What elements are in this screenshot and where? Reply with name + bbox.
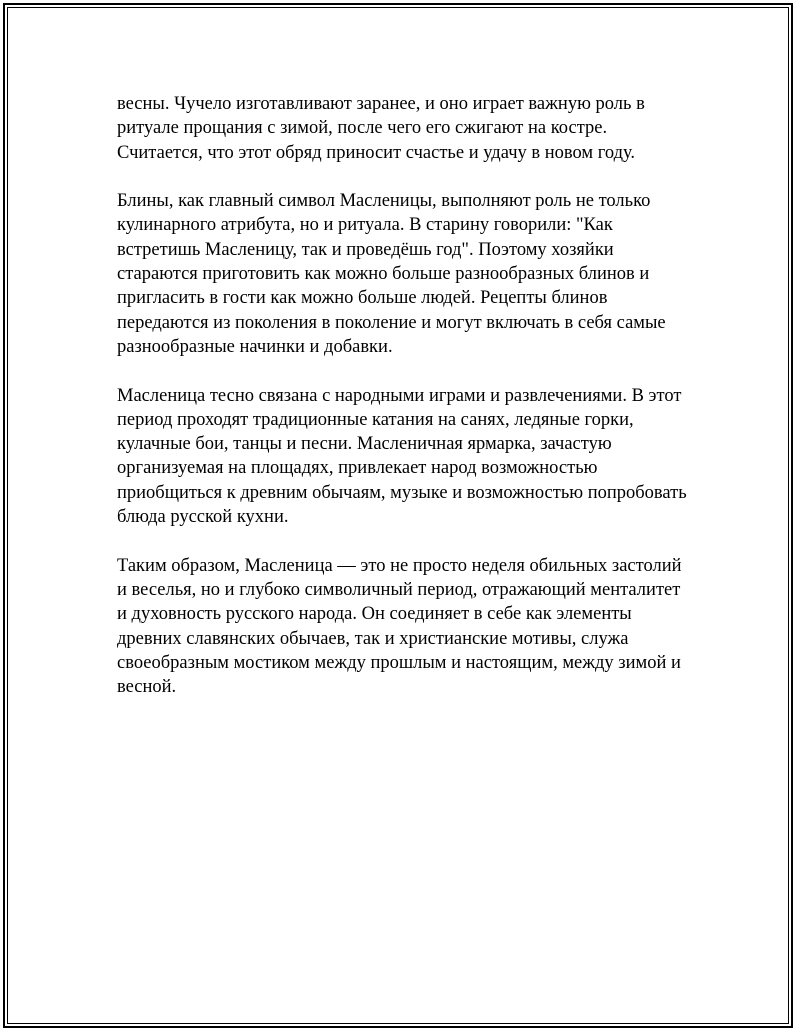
paragraph-pancakes: Блины, как главный символ Масленицы, выполняют роль не только кулинарного атрибута, но и ритуала. В старину говорили: "Как встретишь Масленицу, так и проведёшь год". Поэтому хозяйки стараются приготовить как можно больше разнообразных блинов и пригласить в гости как можно больше людей. Рецепты блинов передаются из поколения в поколение и могут включать в себя самые разнообразные начинки и добавки. bbox=[117, 191, 666, 357]
paragraph-games: Масленица тесно связана с народными играми и развлечениями. В этот период проходят традиционные катания на санях, ледяные горки, кулачные бои, танцы и песни. Масленичная ярмарка, зачастую организуемая на площадях, привлекает народ возможностью приобщиться к древним обычаям, музыке и возможностью попробовать блюда русской кухни. bbox=[117, 385, 687, 528]
paragraph-conclusion: Таким образом, Масленица — это не просто неделя обильных застолий и веселья, но и глубоко символичный период, отражающий менталитет и духовность русского народа. Он соединяет в себе как элементы древних славянских обычаев, так и христианские мотивы, служа своеобразным мостиком между прошлым и настоящим, между зимой и весной. bbox=[117, 555, 682, 698]
document-body bbox=[117, 92, 687, 699]
paragraph-effigy: весны. Чучело изготавливают заранее, и оно играет важную роль в ритуале прощания с зимой, после чего его сжигают на костре. Считается, что этот обряд приносит счастье и удачу в новом году. bbox=[117, 94, 645, 163]
